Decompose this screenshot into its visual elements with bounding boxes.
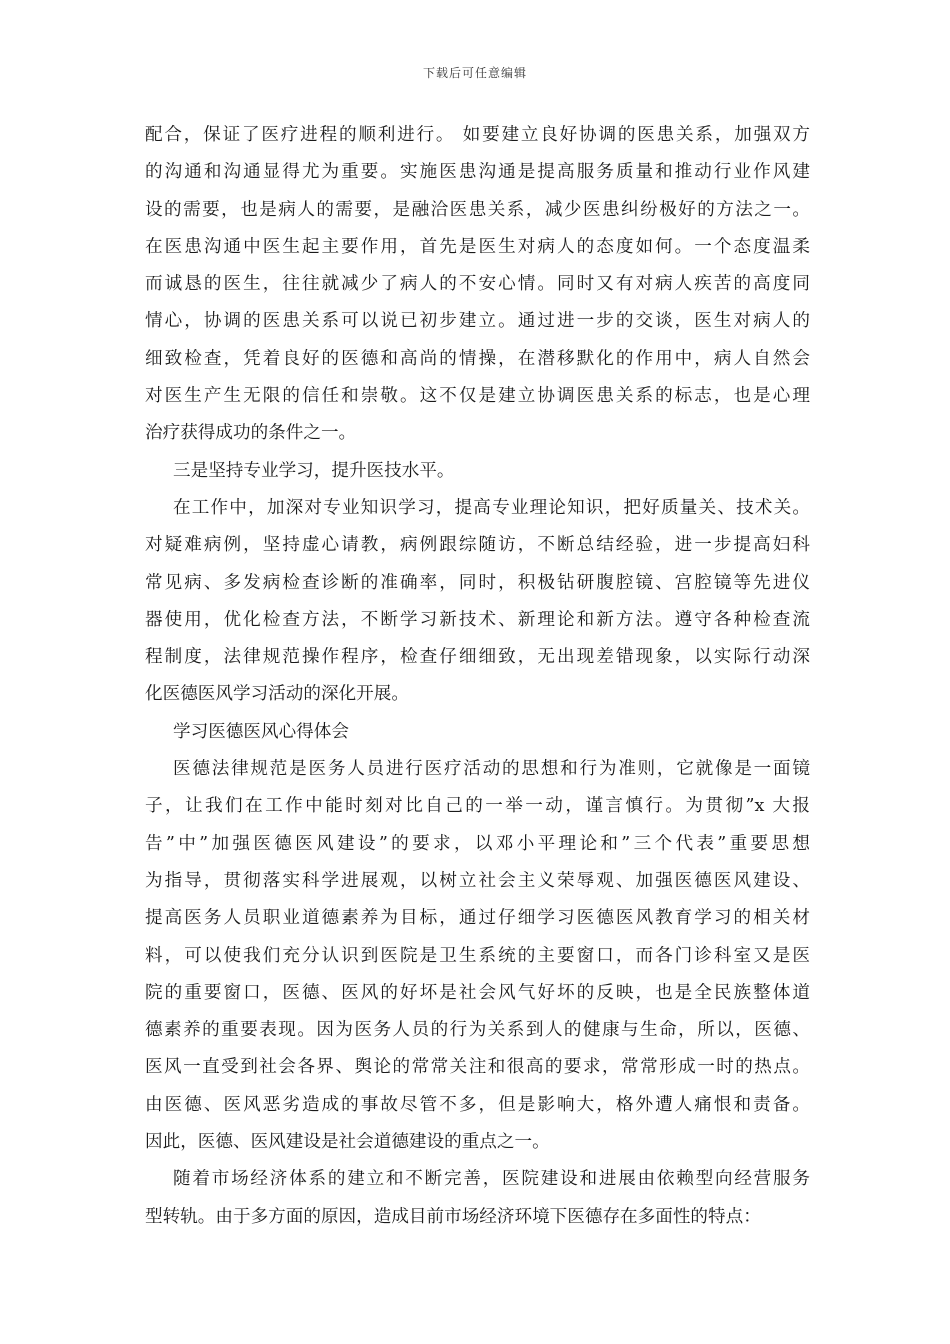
text-line: 配合，保证了医疗进程的顺利进行。 如要建立良好协调的医患关系，加强双方 bbox=[145, 125, 810, 145]
text-line: 型转轨。由于多方面的原因，造成目前市场经济环境下医德存在多面性的特点： bbox=[145, 1206, 761, 1227]
text-line: 而诚恳的医生，往往就减少了病人的不安心情。同时又有对病人疾苦的高度同 bbox=[145, 274, 810, 295]
page-header: 下载后可任意编辑 bbox=[422, 66, 527, 80]
text-line: 提高医务人员职业道德素养为目标，通过仔细学习医德医风教育学习的相关材 bbox=[145, 908, 810, 929]
text-line: 院的重要窗口，医德、医风的好坏是社会风气好坏的反映，也是全民族整体道 bbox=[145, 982, 810, 1003]
text-line: 告”中”加强医德医风建设”的要求，以邓小平理论和”三个代表”重要思想 bbox=[145, 833, 810, 854]
text-line: 料，可以使我们充分认识到医院是卫生系统的主要窗口，而各门诊科室又是医 bbox=[145, 945, 810, 966]
text-line: 器使用，优化检查方法，不断学习新技术、新理论和新方法。遵守各种检查流 bbox=[145, 609, 810, 630]
text-line: 三是坚持专业学习，提升医技水平。 bbox=[173, 460, 455, 481]
text-line: 由医德、医风恶劣造成的事故尽管不多，但是影响大，格外遭人痛恨和责备。 bbox=[145, 1094, 810, 1115]
text-line: 化医德医风学习活动的深化开展。 bbox=[145, 684, 409, 705]
text-line: 在医患沟通中医生起主要作用，首先是医生对病人的态度如何。一个态度温柔 bbox=[145, 236, 810, 257]
text-line: 治疗获得成功的条件之一。 bbox=[145, 423, 357, 444]
text-line: 医德法律规范是医务人员进行医疗活动的思想和行为准则，它就像是一面镜 bbox=[173, 759, 810, 780]
document-body bbox=[145, 117, 810, 1236]
text-line: 随着市场经济体系的建立和不断完善，医院建设和进展由依赖型向经营服务 bbox=[173, 1169, 810, 1190]
text-line: 德素养的重要表现。因为医务人员的行为关系到人的健康与生命，所以，医德、 bbox=[145, 1020, 810, 1041]
text-line: 对医生产生无限的信任和崇敬。这不仅是建立协调医患关系的标志，也是心理 bbox=[145, 386, 810, 407]
text-line: 为指导，贯彻落实科学进展观，以树立社会主义荣辱观、加强医德医风建设、 bbox=[145, 870, 810, 891]
text-line: 程制度，法律规范操作程序，检查仔细细致，无出现差错现象，以实际行动深 bbox=[145, 647, 810, 668]
text-line: 在工作中，加深对专业知识学习，提高专业理论知识，把好质量关、技术关。 bbox=[173, 497, 810, 518]
text-line: 子，让我们在工作中能时刻对比自己的一举一动，谨言慎行。为贯彻”x 大报 bbox=[145, 796, 810, 817]
text-line: 常见病、多发病检查诊断的准确率，同时，积极钻研腹腔镜、宫腔镜等先进仪 bbox=[145, 572, 810, 593]
text-line: 医风一直受到社会各界、舆论的常常关注和很高的要求，常常形成一时的热点。 bbox=[145, 1057, 810, 1078]
text-line: 情心，协调的医患关系可以说已初步建立。通过进一步的交谈，医生对病人的 bbox=[145, 311, 810, 332]
text-line: 对疑难病例，坚持虚心请教，病例跟综随访，不断总结经验，进一步提高妇科 bbox=[145, 535, 810, 556]
text-line: 设的需要，也是病人的需要，是融洽医患关系，减少医患纠纷极好的方法之一。 bbox=[145, 199, 810, 220]
text-line: 细致检查，凭着良好的医德和高尚的情操，在潜移默化的作用中，病人自然会 bbox=[145, 348, 810, 369]
text-line: 学习医德医风心得体会 bbox=[173, 721, 349, 742]
text-line: 因此，医德、医风建设是社会道德建设的重点之一。 bbox=[145, 1132, 550, 1153]
text-line: 的沟通和沟通显得尤为重要。实施医患沟通是提高服务质量和推动行业作风建 bbox=[145, 162, 810, 183]
